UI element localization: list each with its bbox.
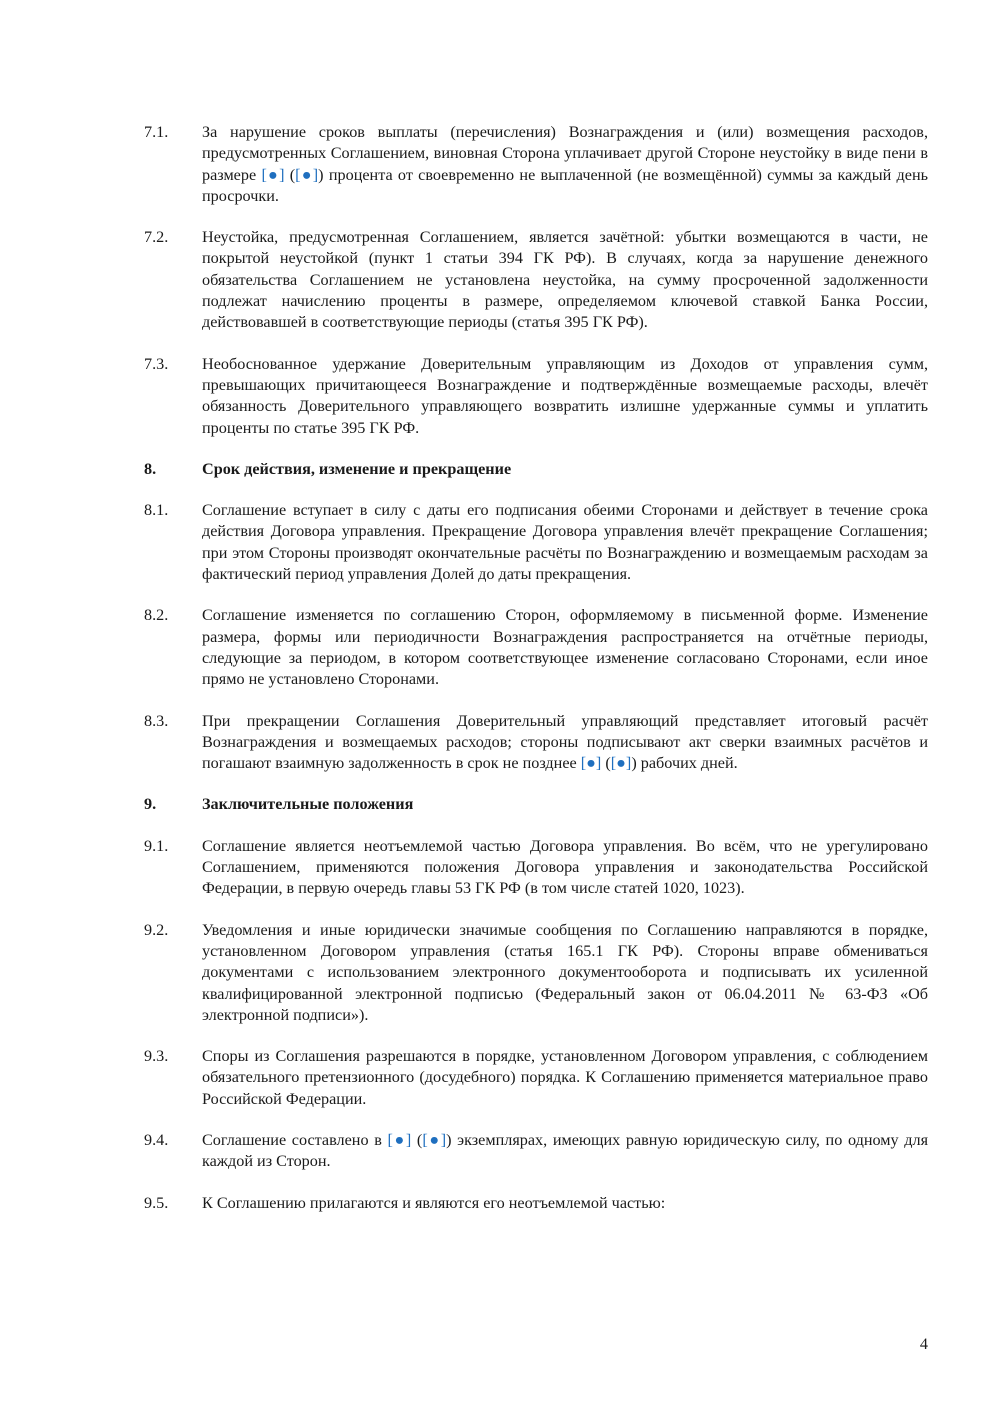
clause-text xyxy=(202,122,928,207)
clause-text: Уведомления и иные юридически значимые сообщения по Соглашению направляются в порядке, установленном Договором управления (статья 165.1 ГК РФ). Стороны вправе обмениваться документами с использованием электронного документооборота и подписывать их усиленной квалифицированной электронной подписью (Федеральный закон от 06.04.2011 № 63-ФЗ «Об электронной подписи»). xyxy=(202,920,928,1024)
clause-text-part: ) экземплярах, имеющих равную юридическую силу, по одному для каждой из Сторон. xyxy=(202,1130,929,1171)
clause-9-4 xyxy=(144,1130,928,1173)
clause-9-5 xyxy=(144,1193,928,1214)
clause-text-part: ( xyxy=(601,754,611,773)
section-heading-9 xyxy=(144,794,928,815)
clause-text: Соглашение вступает в силу с даты его подписания обеими Сторонами и действует в течение срока действия Договора управления. Прекращение Договора управления влечёт прекращение Соглашения; при этом Стороны производят окончательные расчёты по Вознаграждению и возмещаемым расходам за фактический период управления Долей до даты прекращения. xyxy=(202,501,928,584)
page-number: 4 xyxy=(919,1335,928,1353)
section-number: 8. xyxy=(144,459,157,478)
clause-text: Неустойка, предусмотренная Соглашением, является зачётной: убытки возмещаются в части, не покрытой неустойкой (пункт 1 статьи 394 ГК РФ). В случаях, когда за нарушение денежного обязательства Соглашением не установлена неустойка, на сумму просроченной задолженности подлежат начислению проценты в размере, определяемом ключевой ставкой Банка России, действовавшей в соответствующие периоды (статья 395 ГК РФ). xyxy=(202,228,928,332)
clause-9-1 xyxy=(144,836,928,900)
clause-number: 9.5. xyxy=(144,1193,169,1212)
section-heading-8 xyxy=(144,459,928,480)
clause-8-3 xyxy=(144,711,928,775)
placeholder-field: [●] xyxy=(295,165,319,184)
clause-text-part: ( xyxy=(411,1130,423,1149)
clause-text: Соглашение является неотъемлемой частью Договора управления. Во всём, что не урегулировано Соглашением, применяются положения Договора управления и законодательства Российской Федерации, в первую очередь главы 53 ГК РФ (в том числе статей 1020, 1023). xyxy=(202,836,928,898)
clause-8-1 xyxy=(144,500,928,585)
clause-text: Необоснованное удержание Доверительным управляющим из Доходов от управления сумм, превышающих причитающееся Вознаграждение и подтверждённые возмещаемые расходы, влечёт обязанность Доверительного управляющего возвратить излишне удержанные суммы и уплатить проценты по статье 395 ГК РФ. xyxy=(202,354,928,437)
clause-8-2 xyxy=(144,605,928,690)
clause-text: Соглашение изменяется по соглашению Сторон, оформляемому в письменной форме. Изменение размера, формы или периодичности Вознаграждения распространяется на отчётные периоды, следующие за периодом, в котором соответствующее изменение согласовано Сторонами, если иное прямо не установлено Сторонами. xyxy=(202,606,928,689)
clause-number: 7.1. xyxy=(144,123,169,141)
placeholder-field: [●] xyxy=(422,1130,447,1149)
placeholder-field: [●] xyxy=(610,754,632,773)
clause-number: 7.3. xyxy=(144,354,169,373)
clause-number: 9.1. xyxy=(144,836,169,855)
clause-text-part: ) рабочих дней. xyxy=(631,754,738,773)
clause-text-part: При прекращении Соглашения Доверительный управляющий представляет итоговый расчёт Вознаграждения и возмещаемых расходов; стороны подписывают акт сверки взаимных расчётов и погашают взаимную задолженность в срок не позднее xyxy=(202,711,928,773)
clause-number: 8.1. xyxy=(144,501,169,520)
clause-7-2 xyxy=(144,227,928,333)
placeholder-field: [●] xyxy=(261,165,285,184)
clause-text-part: ) процента от своевременно не выплаченной (не возмещённой) суммы за каждый день просрочки. xyxy=(202,165,929,205)
section-title: Срок действия, изменение и прекращение xyxy=(202,459,512,478)
section-number: 9. xyxy=(144,795,157,814)
clause-text: Споры из Соглашения разрешаются в порядке, установленном Договором управления, с соблюдением обязательного претензионного (досудебного) порядка. К Соглашению применяется материальное право Российской Федерации. xyxy=(202,1047,928,1108)
clause-text xyxy=(202,711,928,775)
clause-number: 9.2. xyxy=(144,920,169,939)
section-title: Заключительные положения xyxy=(202,795,414,814)
clause-9-2 xyxy=(144,920,928,1026)
clause-text-part: За нарушение сроков выплаты (перечисления) Вознаграждения и (или) возмещения расходов, предусмотренных Соглашением, виновная Сторона уплачивает другой Стороне неустойку в виде пени в размере xyxy=(202,123,928,184)
clause-number: 8.3. xyxy=(144,711,169,730)
placeholder-field: [●] xyxy=(387,1130,412,1149)
document-page xyxy=(144,122,928,1234)
placeholder-field: [●] xyxy=(580,754,602,773)
clause-number: 9.4. xyxy=(144,1130,169,1149)
clause-number: 9.3. xyxy=(144,1047,169,1066)
clause-number: 8.2. xyxy=(144,606,169,625)
clause-7-1 xyxy=(144,122,928,207)
clause-text-part: ( xyxy=(284,165,296,184)
clause-number: 7.2. xyxy=(144,228,169,247)
clause-9-3 xyxy=(144,1046,928,1110)
clause-text: К Соглашению прилагаются и являются его неотъемлемой частью: xyxy=(202,1193,666,1212)
clause-7-3 xyxy=(144,354,928,439)
clause-text-part: Соглашение составлено в xyxy=(202,1130,388,1149)
clause-text xyxy=(202,1130,928,1173)
